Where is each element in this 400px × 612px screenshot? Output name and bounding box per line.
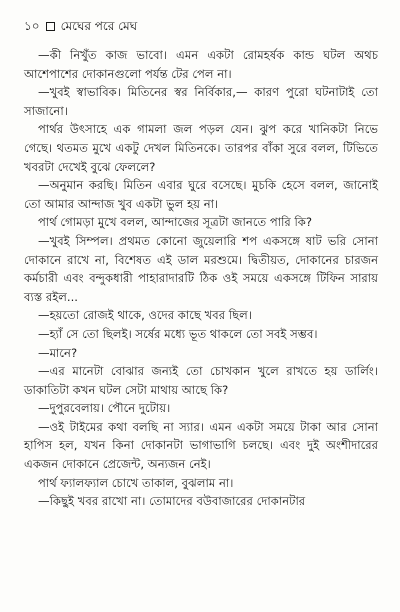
paragraph: —ওই টাইমের কথা বলছি না স্যার। এমন একটা সময়ে টাকা আর সোনা হাপিস হল, যখন কিনা দোকানটা ভাগাভাগি চলছে। এবং দুই অংশীদারের একজন দোকানে প্রেজেন্ট, অন্যজন নেই।	[24, 419, 378, 472]
paragraph: —হ্যাঁ সে তো ছিলই। সর্ষের মধ্যে ভূত থাকলে তো সবই সম্ভব।	[38, 326, 318, 341]
paragraph: —কী নিখুঁত কাজ ভাবো। এমন একটা রোমহর্ষক কান্ড ঘটল অথচ আশেপাশের দোকানগুলো পর্যন্ত টের পেল না।	[24, 48, 378, 81]
book-title: মেঘের পরে মেঘ	[60, 19, 138, 33]
paragraph: পার্থ ফ্যালফ্যাল চোখে তাকাল, বুঝলাম না।	[38, 475, 234, 490]
paragraph: —অনুমান করছি। মিতিন এবার ঘুরে বসেছে। মুচকি হেসে বলল, জানোই তো আমার আন্দাজ খুব একটা ভুল হয় না।	[24, 178, 378, 211]
paragraph: —এর মানেটা বোঝার জন্যই তো চোখকান খুলে রাখতে হয় ডার্লিং। ডাকাতিটা কখন ঘটল সেটা মাথায় আছে কি?	[24, 364, 378, 397]
paragraph: —হয়তো রোজই থাকে, ওদের কাছে খবর ছিল।	[38, 308, 252, 323]
paragraph: —দুপুরবেলায়। পৌনে দুটোয়।	[38, 401, 171, 416]
paragraph: পার্থ গোমড়া মুখে বলল, আন্দাজের সূত্রটা জানতে পারি কি?	[38, 215, 313, 230]
separator-square-icon	[46, 22, 55, 31]
paragraph: —কিছুই খবর রাখো না। তোমাদের বউবাজারের দোকানটার	[38, 494, 306, 509]
paragraph: —মানে?	[38, 345, 78, 360]
paragraph: —খুবই সিম্পল। প্রথমত কোনো জুয়েলারি শপ একসঙ্গে ষাট ভরি সোনা দোকানে রাখে না, বিশেষত এই ডাল মরশুমে। দ্বিতীয়ত, দোকানের চারজন কর্মচারী এবং বন্দুকধারী পাহারাদারটি ঠিক ওই সময়ে একসঙ্গে টিফিন সারায় ব্যস্ত রইল...	[24, 233, 378, 304]
running-head	[24, 18, 378, 34]
paragraph: —খুবই স্বাভাবিক। মিতিনের স্বর নির্বিকার,— কারণ পুরো ঘটনাটাই তো সাজানো।	[24, 85, 378, 118]
page-number: ১০	[24, 19, 40, 33]
paragraph: পার্থর উৎসাহে এক গামলা জল পড়ল যেন। ঝুপ করে খানিকটা নিভে গেছে। থতমত মুখে একটু দেখল মিতিনকে। তারপর বাঁকা সুরে বলল, টিভিতে খবরটা দেখেই বুঝে ফেললে?	[24, 122, 378, 174]
body-text	[24, 46, 378, 511]
